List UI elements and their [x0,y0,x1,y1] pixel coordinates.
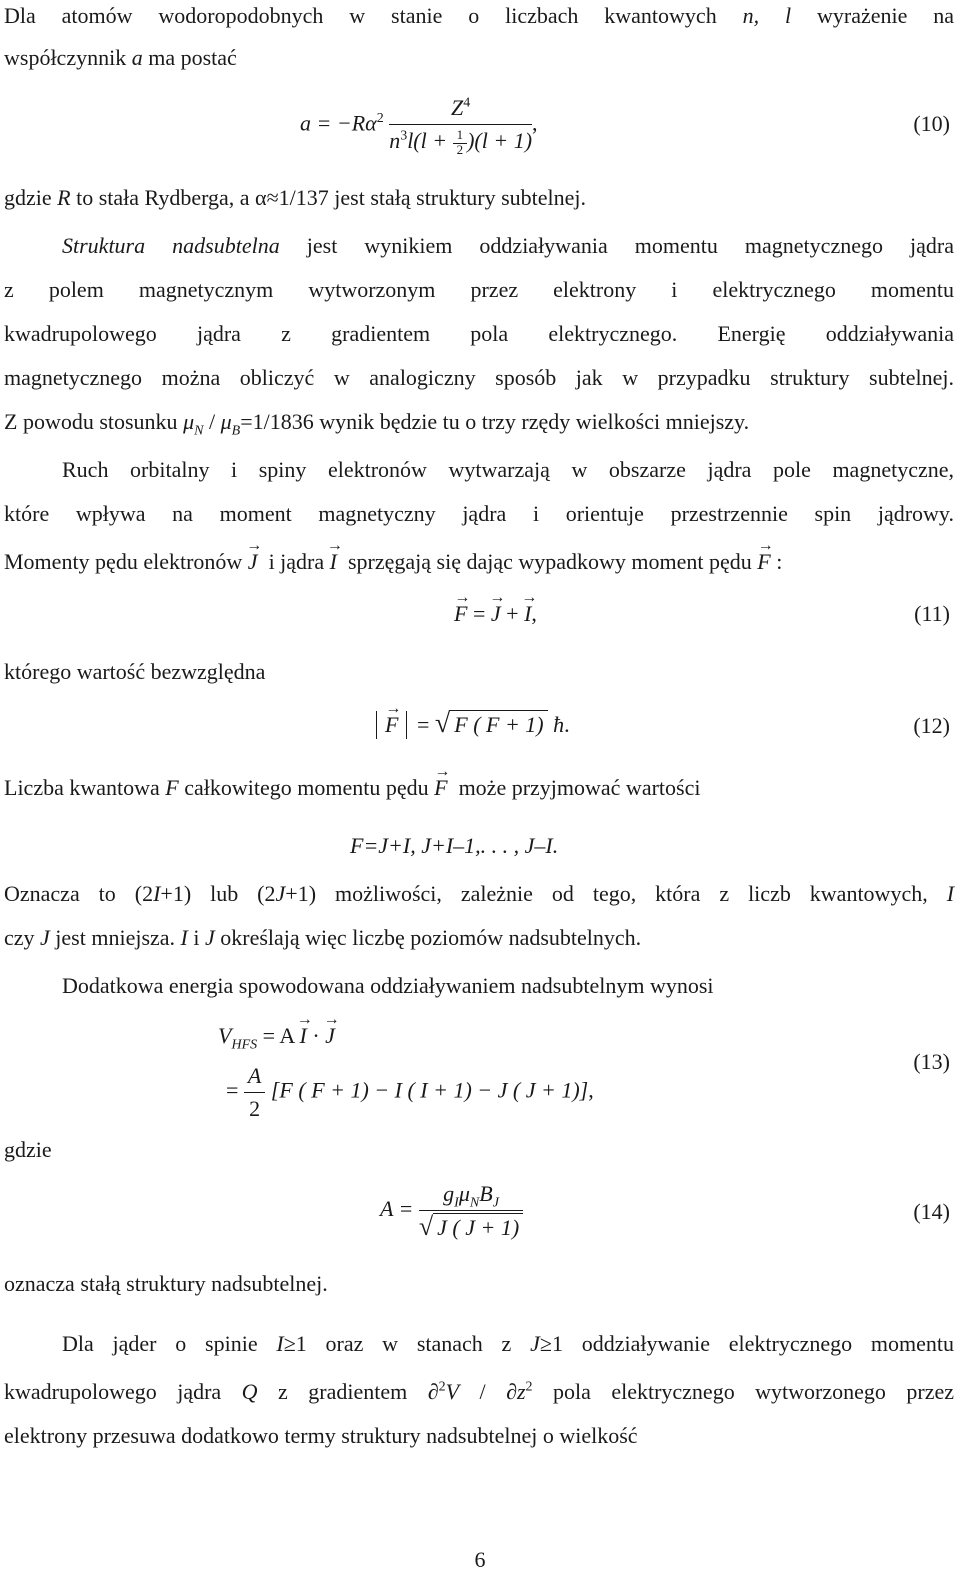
equation-10-number: (10) [913,111,950,136]
paragraph-12-line-1: Dla jąder o spinie I≥1 oraz w stanach z J≥1 oddziaływanie elektrycznego momentu [62,1331,955,1356]
paragraph-4-line-1: Ruch orbitalny i spiny elektronów wytwarzają w obszarze jądra pole magnetyczne, [62,457,954,482]
equation-13-line-1: $V_{HFS} = A \to I$ · → J [218,1022,335,1050]
paragraph-8-line-1: Oznacza to (2I+1) lub (2J+1) możliwości, zależnie od tego, która z liczb kwantowych, I [4,881,955,906]
paragraph-6: Liczba kwantowa F całkowitego momentu pędu → F może przyjmować wartości [4,774,954,802]
equation-10-fraction: $Z^4$ $n^3l(l$ + $\frac{1}{2}$ )(l + 1) [389,95,533,158]
equation-11-number: (11) [914,601,950,626]
equation-13-number: (13) [913,1049,950,1074]
paragraph-1-line-2: współczynnik a ma postać [4,45,237,70]
equation-12: → F = √ F ( F + 1) ħ. [376,710,570,739]
equation-11: → F = → J + → I, [454,600,537,628]
paragraph-3-line-1: Struktura nadsubtelna jest wynikiem oddziaływania momentu magnetycznego jądra [62,233,954,258]
allowed-values: F=J+I, J+I–1,. . . , J–I. [350,833,559,858]
equation-13-line-2: = $\frac{A}{2}$ [F ( F + 1) − I ( I + 1) − J ( J + 1)], [226,1063,594,1121]
equation-12-number: (12) [913,713,950,738]
page-number: 6 [474,1547,486,1572]
paragraph-4-line-3: Momenty pędu elektronów → J i jądra → I sprzęgają się dając wypadkowy moment pędu → F : [4,548,954,576]
paragraph-1-line-1: Dla atomów wodoropodobnych w stanie o liczbach kwantowych n, l wyrażenie na [4,3,955,28]
vector-F: → F [757,548,770,576]
vector-I: → I [330,548,337,576]
paragraph-5: którego wartość bezwzględna [4,659,266,684]
paragraph-12-line-3: elektrony przesuwa dodatkowo termy struktury nadsubtelnej o wielkość [4,1423,638,1448]
paragraph-3-line-3: kwadrupolowego jądra z gradientem pola elektrycznego. Energię oddziaływania [4,321,954,346]
paragraph-2: gdzie R to stała Rydberga, a α≈1/137 jest stałą struktury subtelnej. [4,185,586,210]
equation-10: $a = -R\alpha^2$ $Z^4$ $n^3l(l$ + $\frac{1}{2}$ )(l + 1) , [300,95,538,158]
vector-J: → J [248,548,258,576]
paragraph-4-line-2: które wpływa na moment magnetyczny jądra i orientuje przestrzennie spin jądrowy. [4,501,954,526]
equation-14: A = $\frac{g_I\mu_NB_J}{√ J ( J + 1)}$ [380,1180,523,1242]
paragraph-11: oznacza stałą struktury nadsubtelnej. [4,1271,328,1296]
paragraph-3-line-2: z polem magnetycznym wytworzonym przez elektrony i elektrycznego momentu [4,277,954,302]
paragraph-8-line-2: czy J jest mniejsza. I i J określają więc liczbę poziomów nadsubtelnych. [4,925,642,950]
paragraph-3-line-4: magnetycznego można obliczyć w analogiczny sposób jak w przypadku struktury subtelnej. [4,365,954,390]
paragraph-10: gdzie [4,1137,52,1162]
paragraph-9: Dodatkowa energia spowodowana oddziaływaniem nadsubtelnym wynosi [62,973,714,998]
inline-gradient-expression: $\partial^2V / \partial z^2$ [427,1379,533,1404]
equation-14-number: (14) [913,1199,950,1224]
paragraph-3-line-5: Z powodu stosunku $\mu_N / \mu_B=1/1836$ wynik będzie tu o trzy rzędy wielkości mniejszy. [4,409,750,439]
paragraph-12-line-2: kwadrupolowego jądra Q z gradientem $\partial^2V / \partial z^2$ pola elektrycznego wytworzonego przez [4,1379,954,1404]
